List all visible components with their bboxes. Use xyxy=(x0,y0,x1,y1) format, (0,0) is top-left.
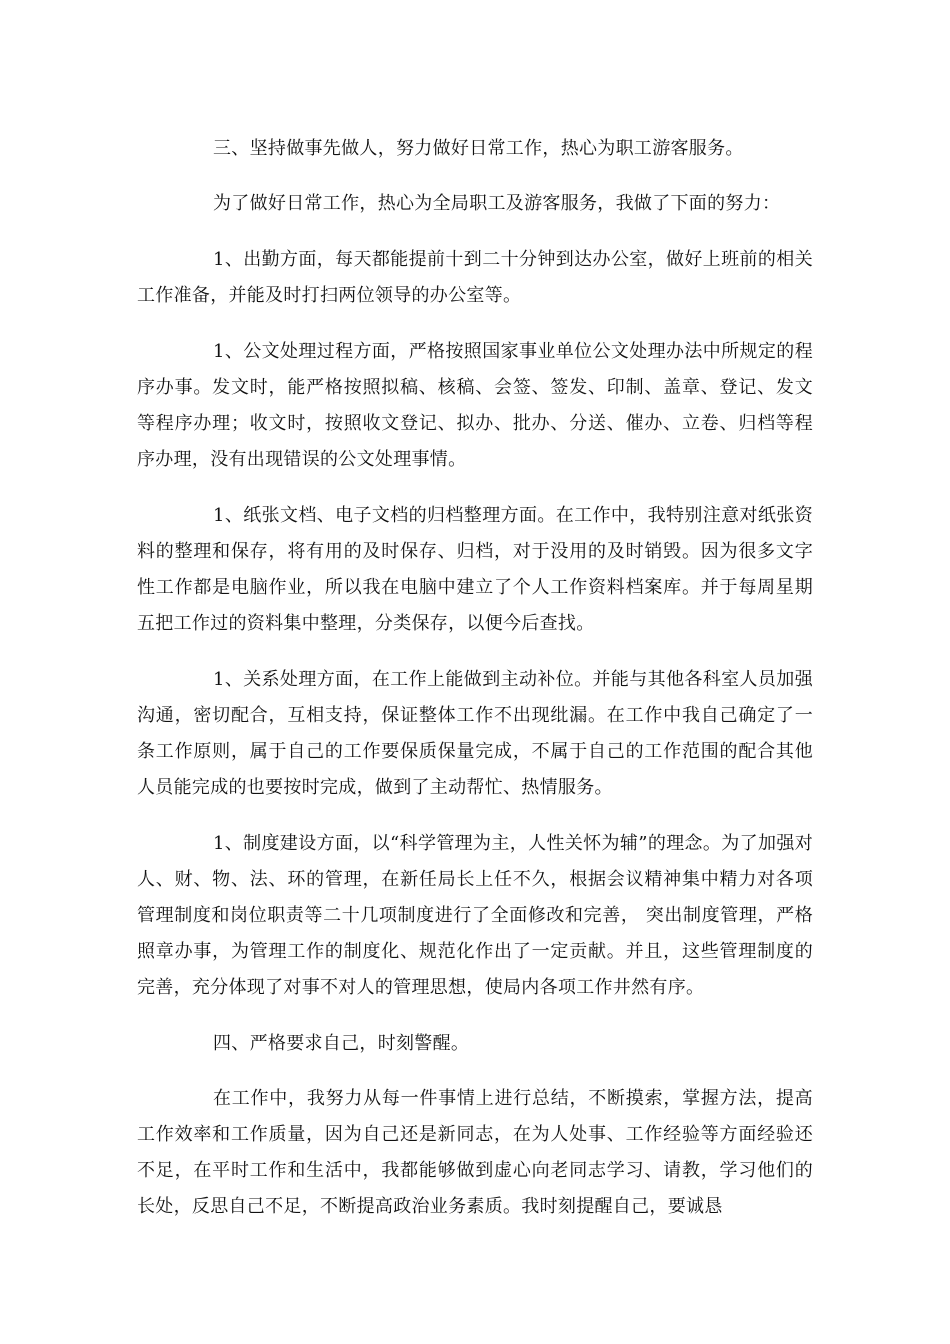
intro-paragraph: 为了做好日常工作，热心为全局职工及游客服务，我做了下面的努力： xyxy=(213,193,781,214)
relations-paragraph: 1、关系处理方面，在工作上能做到主动补位。并能与其他各科室人员加强沟通，密切配合，互相支持，保证整体工作不出现纰漏。在工作中我自己确定了一条工作原则，属于自己的工作要保质保量完成，不属于自己的工作范围的配合其他人员能完成的也要按时完成，做到了主动帮忙、热情服务。 xyxy=(137,669,813,798)
section-heading-four: 四、严格要求自己，时刻警醒。 xyxy=(213,1033,470,1054)
official-documents-paragraph: 1、公文处理过程方面，严格按照国家事业单位公文处理办法中所规定的程序办事。发文时，能严格按照拟稿、核稿、会签、签发、印制、盖章、登记、发文等程序办理；收文时，按照收文登记、拟办、批办、分送、催办、立卷、归档等程序办理，没有出现错误的公文处理事情。 xyxy=(137,341,813,470)
section-heading-three: 三、坚持做事先做人，努力做好日常工作，热心为职工游客服务。 xyxy=(213,138,744,159)
archiving-paragraph: 1、纸张文档、电子文档的归档整理方面。在工作中，我特别注意对纸张资料的整理和保存，将有用的及时保存、归档，对于没用的及时销毁。因为很多文字性工作都是电脑作业，所以我在电脑中建立了个人工作资料档案库。并于每周星期五把工作过的资料集中整理，分类保存，以便今后查找。 xyxy=(137,505,813,634)
system-building-paragraph: 1、制度建设方面，以“科学管理为主，人性关怀为辅”的理念。为了加强对人、财、物、法、环的管理，在新任局长上任不久，根据会议精神集中精力对各项管理制度和岗位职责等二十几项制度进行了全面修改和完善， 突出制度管理，严格照章办事，为管理工作的制度化、规范化作出了一定贡献。并且，这些管理制度的完善，充分体现了对事不对人的管理思想，使局内各项工作井然有序。 xyxy=(137,833,813,998)
self-discipline-paragraph: 在工作中，我努力从每一件事情上进行总结，不断摸索，掌握方法，提高工作效率和工作质量，因为自己还是新同志，在为人处事、工作经验等方面经验还不足，在平时工作和生活中，我都能够做到虚心向老同志学习、请教，学习他们的长处，反思自己不足，不断提高政治业务素质。我时刻提醒自己，要诚恳 xyxy=(137,1088,813,1217)
attendance-paragraph: 1、出勤方面，每天都能提前十到二十分钟到达办公室，做好上班前的相关工作准备，并能及时打扫两位领导的办公室等。 xyxy=(137,249,813,306)
document-body xyxy=(137,131,813,1245)
